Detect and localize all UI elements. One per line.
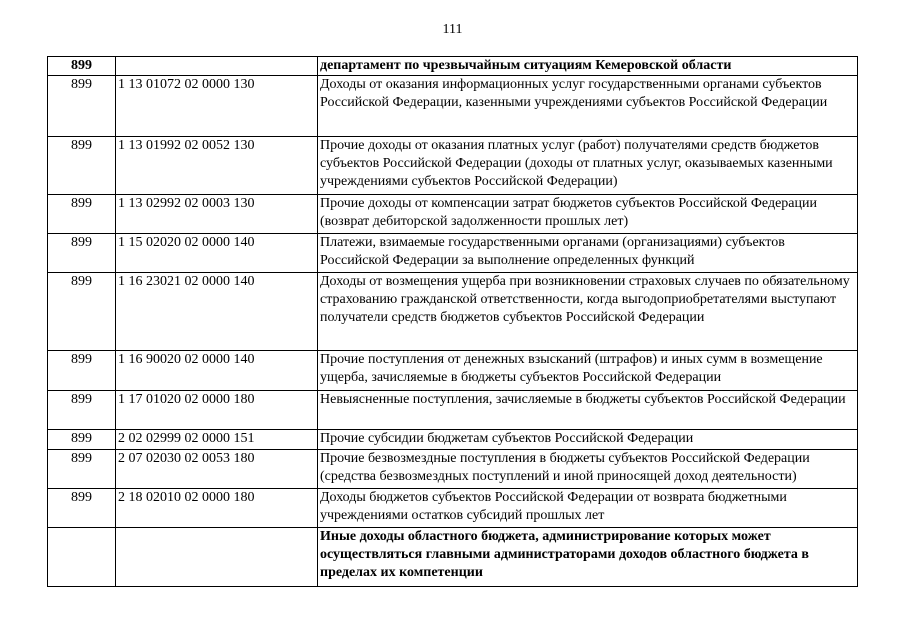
revenue-code-cell: 1 13 01072 02 0000 130: [116, 76, 318, 137]
revenue-code-cell: 2 07 02030 02 0053 180: [116, 450, 318, 489]
admin-code-cell: 899: [48, 76, 116, 137]
admin-code-cell: 899: [48, 391, 116, 430]
revenue-description-cell: Прочие безвозмездные поступления в бюджеты субъектов Российской Федерации (средства безвозмездных поступлений и иной приносящей доход деятельности): [318, 450, 858, 489]
revenue-description-cell: Иные доходы областного бюджета, администрирование которых может осуществляться главными администраторами доходов областного бюджета в пределах их компетенции: [318, 528, 858, 587]
table-row: [48, 76, 858, 137]
table-row: [48, 234, 858, 273]
revenue-code-cell: 1 16 90020 02 0000 140: [116, 351, 318, 391]
table-row-department-header: [48, 57, 858, 76]
revenue-code-cell: 1 15 02020 02 0000 140: [116, 234, 318, 273]
table-row-section-header: [48, 528, 858, 587]
admin-code-cell: 899: [48, 234, 116, 273]
admin-code-cell: 899: [48, 489, 116, 528]
admin-code-cell: 899: [48, 430, 116, 450]
admin-code-cell: 899: [48, 195, 116, 234]
table-row: [48, 351, 858, 391]
revenue-code-cell: [116, 57, 318, 76]
revenue-code-cell: 2 02 02999 02 0000 151: [116, 430, 318, 450]
revenue-code-cell: 1 13 01992 02 0052 130: [116, 137, 318, 195]
revenue-description-cell: департамент по чрезвычайным ситуациям Кемеровской области: [318, 57, 858, 76]
revenue-description-cell: Доходы от возмещения ущерба при возникновении страховых случаев по обязательному страхованию гражданской ответственности, когда выгодоприобретателями выступают получатели средств бюджетов субъектов Российской Федерации: [318, 273, 858, 351]
revenue-description-cell: Доходы от оказания информационных услуг государственными органами субъектов Российской Федерации, казенными учреждениями субъектов Российской Федерации: [318, 76, 858, 137]
revenue-description-cell: Невыясненные поступления, зачисляемые в бюджеты субъектов Российской Федерации: [318, 391, 858, 430]
table-row: [48, 273, 858, 351]
revenue-description-cell: Прочие доходы от компенсации затрат бюджетов субъектов Российской Федерации (возврат дебиторской задолженности прошлых лет): [318, 195, 858, 234]
revenue-codes-table: [47, 56, 858, 587]
admin-code-cell: 899: [48, 57, 116, 76]
table-row: [48, 489, 858, 528]
revenue-description-cell: Прочие доходы от оказания платных услуг (работ) получателями средств бюджетов субъектов Российской Федерации (доходы от платных услуг, оказываемых казенными учреждениями субъектов Российской Федерации): [318, 137, 858, 195]
revenue-code-cell: 1 13 02992 02 0003 130: [116, 195, 318, 234]
revenue-code-cell: 2 18 02010 02 0000 180: [116, 489, 318, 528]
admin-code-cell: 899: [48, 351, 116, 391]
revenue-description-cell: Доходы бюджетов субъектов Российской Федерации от возврата бюджетными учреждениями остатков субсидий прошлых лет: [318, 489, 858, 528]
page-number: 111: [442, 22, 463, 37]
table-row: [48, 450, 858, 489]
admin-code-cell: [48, 528, 116, 587]
revenue-code-cell: 1 17 01020 02 0000 180: [116, 391, 318, 430]
admin-code-cell: 899: [48, 137, 116, 195]
admin-code-cell: 899: [48, 273, 116, 351]
table-row: [48, 137, 858, 195]
revenue-code-cell: [116, 528, 318, 587]
table-row: [48, 391, 858, 430]
table-row: [48, 430, 858, 450]
revenue-code-cell: 1 16 23021 02 0000 140: [116, 273, 318, 351]
admin-code-cell: 899: [48, 450, 116, 489]
table-row: [48, 195, 858, 234]
revenue-description-cell: Платежи, взимаемые государственными органами (организациями) субъектов Российской Федерации за выполнение определенных функций: [318, 234, 858, 273]
revenue-description-cell: Прочие поступления от денежных взысканий (штрафов) и иных сумм в возмещение ущерба, зачисляемые в бюджеты субъектов Российской Федерации: [318, 351, 858, 391]
revenue-description-cell: Прочие субсидии бюджетам субъектов Российской Федерации: [318, 430, 858, 450]
